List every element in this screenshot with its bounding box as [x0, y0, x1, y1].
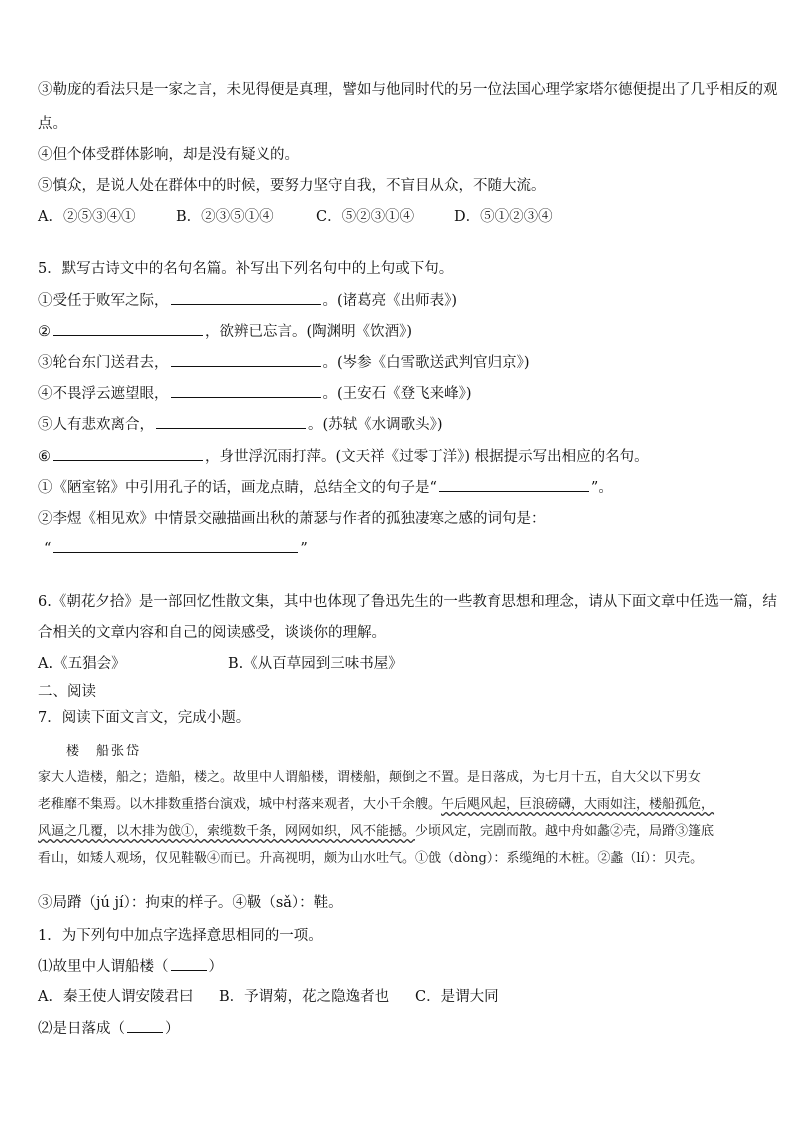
q5-item-5-pre: ⑤人有悲欢离合，: [38, 417, 154, 433]
q4-line-4: ④但个体受群体影响，却是没有疑义的。: [38, 147, 299, 163]
q6-line-1: 6.《朝花夕拾》是一部回忆性散文集，其中也体现了鲁迅先生的一些教育思想和理念，请从下面文章中任选一篇，结: [38, 594, 777, 610]
q4-option-d[interactable]: D．⑤①②③④: [454, 209, 553, 225]
q5-item-4-pre: ④不畏浮云遮望眼，: [38, 386, 169, 402]
q5-extra-2-answer: [44, 538, 308, 559]
answer-blank[interactable]: [53, 538, 298, 553]
answer-blank[interactable]: [171, 290, 321, 305]
classical-line-2b-underlined: 午后飓风起，巨浪磅礴，大雨如注，楼船孤危，: [441, 797, 715, 812]
q4-line-5: ⑤慎众，是说人处在群体中的时候，要努力坚守自我，不盲目从众，不随大流。: [38, 178, 546, 194]
q5-extra-1-pre: ①《陋室铭》中引用孔子的话，画龙点睛，总结全文的句子是“: [38, 480, 437, 496]
q5-item-3-pre: ③轮台东门送君去，: [38, 355, 169, 371]
q7-option-b[interactable]: B．予谓菊，花之隐逸者也: [219, 989, 390, 1005]
answer-blank[interactable]: [171, 383, 321, 398]
q5-item-4: [38, 383, 472, 404]
answer-blank[interactable]: [127, 1018, 163, 1033]
q6-line-2: 合相关的文章内容和自己的阅读感受，谈谈你的理解。: [38, 625, 386, 641]
answer-blank[interactable]: [53, 446, 203, 461]
q7-sub1-q2: [38, 1018, 180, 1039]
answer-blank[interactable]: [171, 352, 321, 367]
q5-extra-2: ②李煜《相见欢》中情景交融描画出秋的萧瑟与作者的孤独凄寒之感的词句是：: [38, 511, 546, 527]
classical-line-2a: 老稚靡不集焉。以木排数重搭台演戏，城中村落来观者，大小千余艘。: [38, 797, 442, 812]
q5-item-3: [38, 352, 530, 373]
answer-blank[interactable]: [171, 956, 207, 971]
classical-line-3: [38, 818, 760, 845]
q4-line-3: ③勒庞的看法只是一家之言，未见得便是真理，譬如与他同时代的另一位法国心理学家塔尔德便提出了几乎相反的观: [38, 82, 778, 98]
answer-blank[interactable]: [53, 321, 203, 336]
answer-blank[interactable]: [439, 477, 589, 492]
q7-sub1-q1-text: ⑴故里中人谓船楼（: [38, 959, 169, 975]
q4-options: [38, 207, 553, 227]
q5-extra-1-post: ”。: [590, 480, 613, 496]
q5-item-1: [38, 290, 457, 311]
classical-line-3a-underlined: 风逼之几覆，以木排为戗①，索缆数千条，网网如织，风不能撼。: [38, 824, 416, 839]
q6-option-b[interactable]: B.《从百草园到三味书屋》: [228, 656, 403, 672]
q5-item-6: [38, 446, 649, 467]
classical-text-title: 楼 船张岱: [66, 744, 142, 759]
q7-sub1-q2-text: ⑵是日落成（: [38, 1021, 125, 1037]
q7-sub1-q1: [38, 956, 223, 977]
classical-text: [38, 764, 760, 872]
q7-sub1-options: [38, 987, 499, 1007]
q7-title: 7．阅读下面文言文，完成小题。: [38, 710, 251, 726]
q5-item-4-post: 。(王安石《登飞来峰》): [322, 386, 472, 402]
q5-item-6-post: ，身世浮沉雨打萍。(文天祥《过零丁洋》) 根据提示写出相应的名句。: [205, 449, 649, 465]
classical-line-2: [38, 791, 760, 818]
q5-item-2-post: ，欲辨已忘言。(陶渊明《饮酒》): [205, 324, 413, 340]
q5-item-5: [38, 414, 443, 435]
answer-blank[interactable]: [156, 414, 306, 429]
q5-item-5-post: 。(苏轼《水调歌头》): [308, 417, 443, 433]
q5-item-1-post: 。(诸葛亮《出师表》): [322, 293, 458, 309]
q5-item-1-pre: ①受任于败军之际，: [38, 293, 169, 309]
q4-option-a[interactable]: A．②⑤③④①: [38, 209, 136, 225]
q6-option-a[interactable]: A.《五猖会》: [38, 656, 126, 672]
classical-line-4: 看山，如矮人观场，仅见鞋靸④而已。升高视明，颇为山水吐气。①戗（dòng）：系缆绳的木桩。②蠡（lí）：贝壳。: [38, 851, 704, 866]
q5-extra-1: [38, 477, 613, 498]
q7-sub1-title: 1．为下列句中加点字选择意思相同的一项。: [38, 928, 323, 944]
q5-item-6-pre: ⑥: [38, 449, 51, 465]
q4-option-b[interactable]: B．②③⑤①④: [176, 209, 274, 225]
q5-item-2: [38, 321, 412, 342]
q7-option-a[interactable]: A．秦王使人谓安陵君曰: [38, 989, 194, 1005]
classical-notes-cont: ③局蹐（jú jí）：拘束的样子。④靸（sǎ）：鞋。: [38, 895, 343, 911]
q6-options: [38, 654, 403, 674]
q5-title: 5．默写古诗文中的名句名篇。补写出下列名句中的上句或下句。: [38, 261, 454, 277]
q7-option-c[interactable]: C．是谓大同: [415, 989, 499, 1005]
q4-option-c[interactable]: C．⑤②③①④: [316, 209, 415, 225]
paren-close: ）: [165, 1021, 180, 1037]
q4-line-3-cont: 点。: [38, 116, 67, 132]
q5-item-3-post: 。(岑参《白雪歌送武判官归京》): [322, 355, 530, 371]
section-heading-reading: 二、阅读: [38, 684, 96, 700]
classical-line-3b: 少顷风定，完剧而散。越中舟如蠡②壳，局蹐③篷底: [415, 824, 715, 839]
quote-close: ”: [300, 541, 308, 557]
classical-line-1: 家大人造楼，船之；造船，楼之。故里中人谓船楼，谓楼船，颠倒之不置。是日落成，为七月十五，自大父以下男女: [38, 770, 702, 785]
q5-item-2-pre: ②: [38, 324, 51, 340]
quote-open: “: [44, 541, 52, 557]
paren-close: ）: [208, 959, 223, 975]
